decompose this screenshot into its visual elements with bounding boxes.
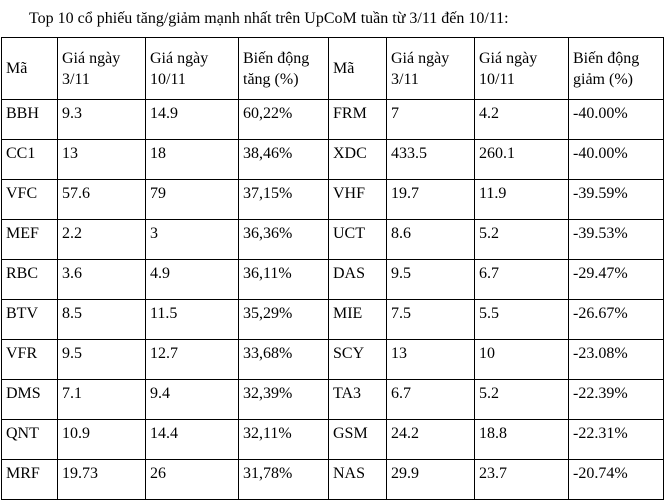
cell-ticker-up: CC1 — [2, 140, 58, 180]
cell-price-end-up: 4.9 — [146, 260, 239, 300]
cell-ticker-down: GSM — [329, 420, 387, 460]
cell-price-start-down: 7.5 — [387, 300, 475, 340]
cell-change-down: -40.00% — [569, 100, 664, 140]
cell-price-start-up: 9.5 — [58, 340, 146, 380]
cell-price-start-up: 9.3 — [58, 100, 146, 140]
cell-price-start-down: 13 — [387, 340, 475, 380]
cell-price-end-up: 3 — [146, 220, 239, 260]
cell-ticker-up: VFR — [2, 340, 58, 380]
cell-change-up: 38,46% — [239, 140, 329, 180]
cell-price-start-up: 8.5 — [58, 300, 146, 340]
cell-price-end-up: 18 — [146, 140, 239, 180]
cell-ticker-down: VHF — [329, 180, 387, 220]
cell-price-start-down: 8.6 — [387, 220, 475, 260]
cell-ticker-down: MIE — [329, 300, 387, 340]
cell-price-end-down: 23.7 — [475, 460, 569, 500]
header-cell-price-end-down: Giá ngày 10/11 — [475, 38, 569, 100]
header-cell-price-end-up: Giá ngày 10/11 — [146, 38, 239, 100]
table-title: Top 10 cổ phiếu tăng/giảm mạnh nhất trên UpCoM tuần từ 3/11 đến 10/11: — [29, 10, 509, 27]
cell-ticker-up: BBH — [2, 100, 58, 140]
cell-price-start-down: 19.7 — [387, 180, 475, 220]
cell-price-end-up: 26 — [146, 460, 239, 500]
cell-price-start-down: 9.5 — [387, 260, 475, 300]
cell-price-end-down: 18.8 — [475, 420, 569, 460]
cell-change-up: 33,68% — [239, 340, 329, 380]
cell-ticker-up: MRF — [2, 460, 58, 500]
cell-price-start-up: 3.6 — [58, 260, 146, 300]
table-row — [2, 300, 664, 340]
table-row — [2, 420, 664, 460]
cell-price-end-down: 6.7 — [475, 260, 569, 300]
table-row — [2, 140, 664, 180]
cell-ticker-down: UCT — [329, 220, 387, 260]
cell-price-start-up: 13 — [58, 140, 146, 180]
header-cell-change-up: Biến động tăng (%) — [239, 38, 329, 100]
header-row — [2, 38, 664, 100]
cell-price-end-up: 79 — [146, 180, 239, 220]
cell-change-up: 35,29% — [239, 300, 329, 340]
cell-price-end-down: 5.2 — [475, 220, 569, 260]
cell-change-up: 32,39% — [239, 380, 329, 420]
cell-ticker-up: RBC — [2, 260, 58, 300]
cell-price-end-down: 260.1 — [475, 140, 569, 180]
header-cell-price-start-down: Giá ngày 3/11 — [387, 38, 475, 100]
cell-change-down: -22.31% — [569, 420, 664, 460]
stock-movers-table — [1, 37, 664, 500]
cell-price-end-up: 9.4 — [146, 380, 239, 420]
cell-price-end-down: 4.2 — [475, 100, 569, 140]
cell-price-end-up: 12.7 — [146, 340, 239, 380]
table-row — [2, 180, 664, 220]
cell-ticker-down: TA3 — [329, 380, 387, 420]
cell-change-down: -26.67% — [569, 300, 664, 340]
cell-price-end-down: 5.2 — [475, 380, 569, 420]
cell-change-up: 32,11% — [239, 420, 329, 460]
cell-ticker-up: QNT — [2, 420, 58, 460]
cell-price-start-up: 57.6 — [58, 180, 146, 220]
cell-ticker-down: DAS — [329, 260, 387, 300]
cell-price-start-down: 7 — [387, 100, 475, 140]
table-row — [2, 100, 664, 140]
cell-change-down: -20.74% — [569, 460, 664, 500]
header-cell-change-down: Biến động giảm (%) — [569, 38, 664, 100]
cell-ticker-up: BTV — [2, 300, 58, 340]
table-row — [2, 260, 664, 300]
table-row — [2, 380, 664, 420]
cell-price-start-down: 6.7 — [387, 380, 475, 420]
table-row — [2, 220, 664, 260]
cell-change-down: -40.00% — [569, 140, 664, 180]
cell-change-down: -22.39% — [569, 380, 664, 420]
cell-change-up: 60,22% — [239, 100, 329, 140]
cell-price-end-up: 14.9 — [146, 100, 239, 140]
header-cell-ticker-down: Mã — [329, 38, 387, 100]
cell-change-down: -39.59% — [569, 180, 664, 220]
cell-ticker-up: DMS — [2, 380, 58, 420]
cell-ticker-down: SCY — [329, 340, 387, 380]
cell-ticker-down: NAS — [329, 460, 387, 500]
header-cell-price-start-up: Giá ngày 3/11 — [58, 38, 146, 100]
cell-change-up: 36,11% — [239, 260, 329, 300]
header-cell-ticker-up: Mã — [2, 38, 58, 100]
cell-price-start-down: 24.2 — [387, 420, 475, 460]
table-row — [2, 340, 664, 380]
cell-ticker-up: MEF — [2, 220, 58, 260]
cell-price-start-up: 2.2 — [58, 220, 146, 260]
cell-change-down: -29.47% — [569, 260, 664, 300]
cell-ticker-down: FRM — [329, 100, 387, 140]
cell-price-start-up: 7.1 — [58, 380, 146, 420]
cell-price-end-down: 5.5 — [475, 300, 569, 340]
cell-price-end-down: 10 — [475, 340, 569, 380]
cell-change-up: 37,15% — [239, 180, 329, 220]
cell-price-start-up: 10.9 — [58, 420, 146, 460]
table-body — [2, 100, 664, 500]
cell-price-end-down: 11.9 — [475, 180, 569, 220]
cell-ticker-up: VFC — [2, 180, 58, 220]
cell-change-up: 31,78% — [239, 460, 329, 500]
cell-price-end-up: 14.4 — [146, 420, 239, 460]
cell-change-down: -23.08% — [569, 340, 664, 380]
cell-price-start-down: 433.5 — [387, 140, 475, 180]
table-row — [2, 460, 664, 500]
cell-change-down: -39.53% — [569, 220, 664, 260]
cell-price-start-up: 19.73 — [58, 460, 146, 500]
cell-change-up: 36,36% — [239, 220, 329, 260]
cell-price-start-down: 29.9 — [387, 460, 475, 500]
cell-ticker-down: XDC — [329, 140, 387, 180]
cell-price-end-up: 11.5 — [146, 300, 239, 340]
